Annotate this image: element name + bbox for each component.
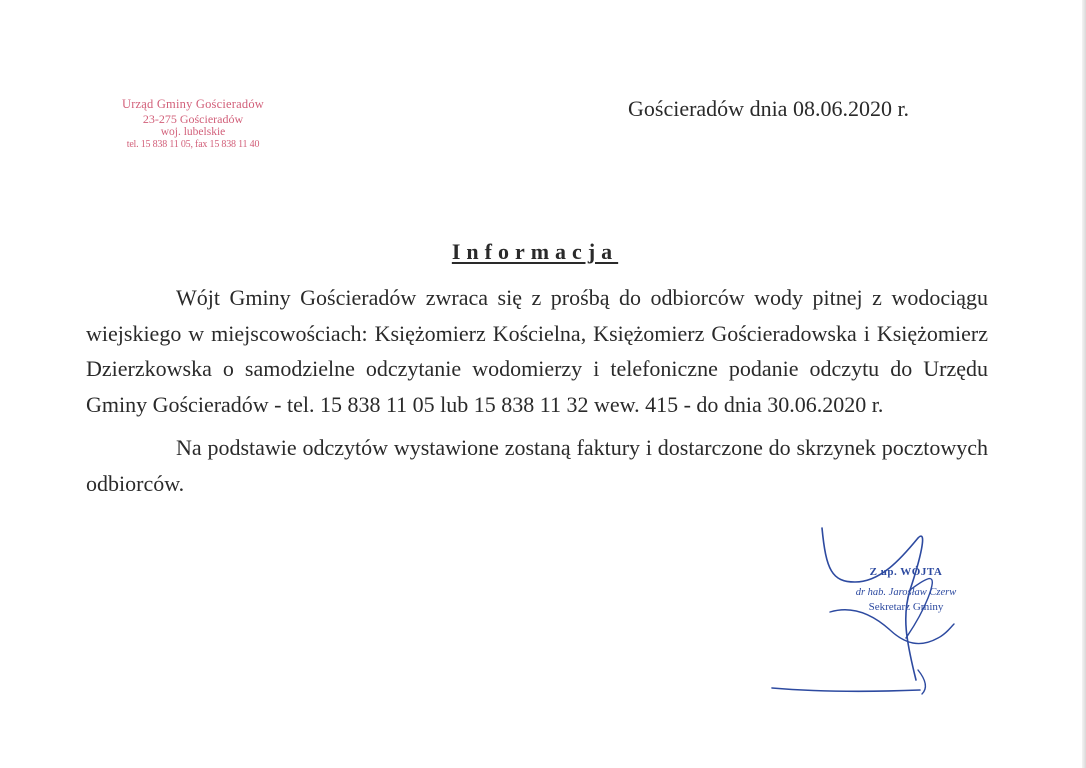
body-paragraph-request: Wójt Gminy Gościeradów zwraca się z prośbą do odbiorców wody pitnej z wodociągu wiejskiego w miejscowościach: Księżomierz Kościelna, Księżomierz Gościeradowska i Księżomierz Dzierzkowska o samodzielne odczytanie wodomierzy i telefoniczne podanie odczytu do Urzędu Gminy Gościeradów - tel. 15 838 11 05 lub 15 838 11 32 wew. 415 - do dnia 30.06.2020 r.	[86, 285, 988, 417]
signature-stamp-name: dr hab. Jarosław Czerw	[855, 586, 957, 598]
page-edge-shadow	[1082, 0, 1086, 768]
document-body	[86, 280, 988, 501]
stamp-voivodeship: woj. lubelskie	[160, 125, 226, 138]
stamp-phone-fax: tel. 15 838 11 05, fax 15 838 11 40	[126, 139, 260, 151]
office-header-stamp	[100, 97, 286, 151]
document-title: Informacja	[451, 239, 619, 264]
signature-stamp-role: Sekretarz Gminy	[868, 601, 944, 614]
signature-stamp	[826, 565, 986, 615]
stamp-office-name: Urząd Gminy Gościeradów	[121, 97, 265, 111]
body-paragraph-invoices: Na podstawie odczytów wystawione zostaną faktury i dostarczone do skrzynek pocztowych odbiorców.	[86, 435, 988, 496]
handwritten-signature-icon	[760, 520, 990, 710]
signature-stamp-authority: Z up. WÓJTA	[869, 566, 943, 578]
place-and-date: Gościeradów dnia 08.06.2020 r.	[628, 96, 910, 121]
stamp-postal-address: 23-275 Gościeradów	[142, 111, 244, 126]
signature-block	[760, 520, 990, 710]
